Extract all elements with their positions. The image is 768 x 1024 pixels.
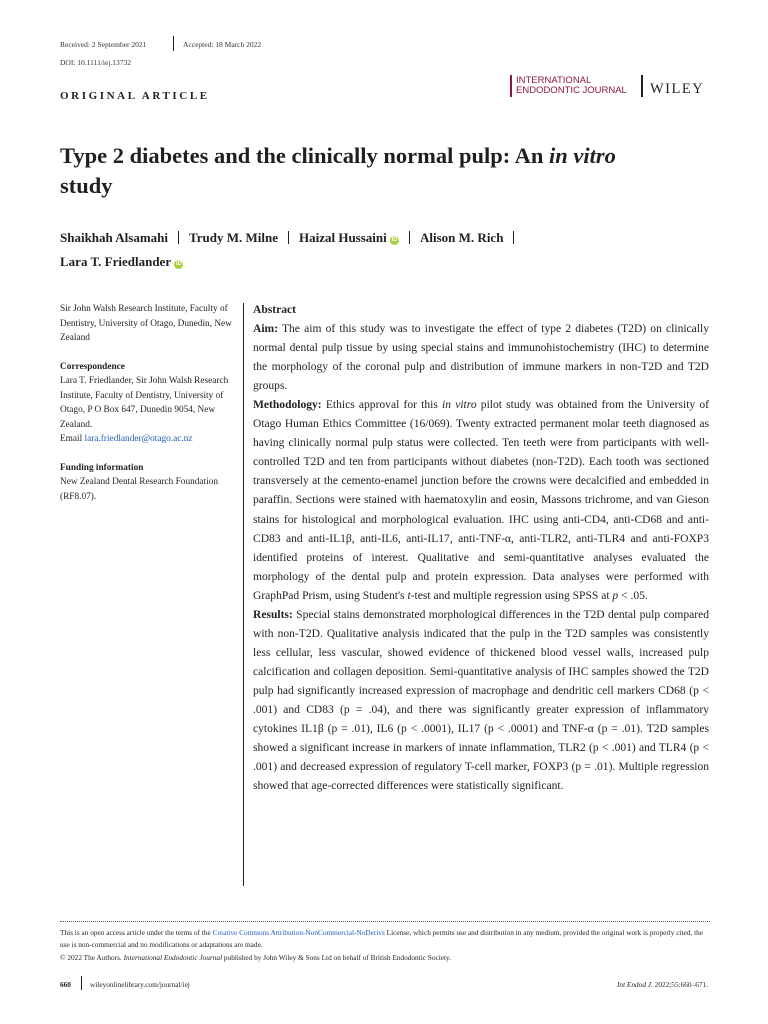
abstract-results: Results: Special stains demonstrated morphological differences in the T2D dental pulp compared with non-T2D. Qualitative analysis indicated that the pulp in the T2D samples was consistently less cellular, less vascular, showed evidence of thickened blood vessel walls, increased pulp calcification and collagen deposition. Semi-quantitative analysis of IHC samples showed the T2D pulp had significantly increased expression of macrophage and dendritic cell markers CD68 (p < .001) and CD83 (p = .04), and there was significantly greater expression of inflammatory cytokines IL1β (p = .01), IL6 (p < .0001), IL17 (p < .0001) and TNF-α (p = .01). T2D samples showed a significant increase in markers of innate inflammation, TLR2 (p < .001) and TLR4 (p < .001) and decreased expression of regulatory T-cell marker, FOXP3 (p = .01). Multiple regression showed that age-corrected differences were statistically significant. [253,608,709,793]
page-number: 660 [60,980,71,989]
author-name[interactable]: Lara T. Friedlander [60,254,172,269]
funding-heading: Funding information [60,462,144,473]
author-name[interactable]: Alison M. Rich [420,230,504,245]
title-text-1: Type 2 diabetes and the clinically normal pulp: An [60,143,550,168]
journal-logo-bar [510,75,512,97]
abstract-heading: Abstract [253,304,296,316]
journal-logo-line2: ENDODONTIC JOURNAL [516,85,627,96]
correspondence-heading: Correspondence [60,361,125,372]
email-link[interactable]: lara.friedlander@otago.ac.nz [84,434,193,444]
article-title [60,141,720,201]
abstract [253,301,709,796]
orcid-icon[interactable]: iD [175,261,182,267]
author-separator [288,231,289,244]
title-text-2: study [60,173,113,198]
publisher-logo: WILEY [650,81,705,97]
copyright-line: © 2022 The Authors. International Endodontic Journal published by John Wiley & Sons Ltd on behalf of British Endodontic Society. [60,952,452,962]
site-link[interactable]: wileyonlinelibrary.com/journal/iej [90,980,190,989]
received-date: Received: 2 September 2021 [60,40,147,49]
author-name[interactable]: Trudy M. Milne [189,230,278,245]
footer-rule [60,921,710,922]
author-name[interactable]: Shaikhah Alsamahi [60,230,169,245]
sidebar [60,302,232,504]
funding-text: New Zealand Dental Research Foundation (RF8.07). [60,477,218,502]
author-separator [178,231,179,244]
section-label: ORIGINAL ARTICLE [60,90,210,102]
publisher-divider [641,75,643,97]
author-name[interactable]: Haizal Hussaini [298,230,387,245]
page-number-divider [81,976,82,990]
header-divider [173,36,174,51]
abstract-aim: Aim: The aim of this study was to investigate the effect of type 2 diabetes (T2D) on clinically normal dental pulp tissue by using special stains and immunohistochemistry (IHC) to determine the morphology of the coronal pulp and distribution of immune markers in non-T2D and T2D groups. [253,323,709,393]
journal-logo-line1: INTERNATIONAL [516,75,592,86]
author-list [60,226,720,274]
correspondence-text: Lara T. Friedlander, Sir John Walsh Research Institute, Faculty of Dentistry, University of Otago, P O Box 647, Dunedin 9054, New Zealand. [60,376,229,430]
abstract-methodology: Methodology: Ethics approval for this in vitro pilot study was obtained from the University of Otago Human Ethics Committee (16/069). Twenty extracted permanent molar teeth diagnosed as having clinically normal pulp status were collected. Ten teeth were from participants with well-controlled T2D and ten from participants without diabetes (non-T2D). Each tooth was sectioned transversely at the cemento-enamel junction before the crowns were decalcified and embedded in paraffin. Sections were stained with haematoxylin and eosin, Massons trichrome, and van Gieson stains for histological and morphological evaluation. IHC using anti-CD4, anti-CD68 and anti-CD83 and anti-IL1β, anti-IL6, anti-IL17, anti-TNF-α, anti-TLR2, anti-TLR4 and anti-FOXP3 identified proteins of interest. Qualitative and semi-quantitative analyses evaluated the morphology of the dental pulp and protein expression. Data analyses were performed with GraphPad Prism, using Student's t-test and multiple regression using SPSS at p < .05. [253,399,709,602]
affiliation: Sir John Walsh Research Institute, Faculty of Dentistry, University of Otago, Dunedin, New Zealand [60,304,232,343]
citation: Int Endod J. 2022;55:660–671. [616,980,708,989]
author-separator [513,231,514,244]
accepted-date: Accepted: 18 March 2022 [183,40,262,49]
license-link[interactable]: Creative Commons Attribution-NonCommercial-NoDerivs [212,928,385,937]
author-separator [409,231,410,244]
title-italic: in vitro [549,143,616,168]
doi: DOI: 10.1111/iej.13732 [60,58,132,67]
license-note: This is an open access article under the terms of the Creative Commons Attribution-NonCommercial-NoDerivs License, which permits use and distribution in any medium, provided the original work is properly cited, the use is non-commercial and no modifications or adaptations are made. © 2022 The Authors. International Endodontic Journal published by John Wiley & Sons Ltd on behalf of British Endodontic Society. [60,927,710,964]
abstract-rule [243,303,244,886]
email-line: Email lara.friedlander@otago.ac.nz [60,434,193,444]
orcid-icon[interactable]: iD [391,237,398,243]
